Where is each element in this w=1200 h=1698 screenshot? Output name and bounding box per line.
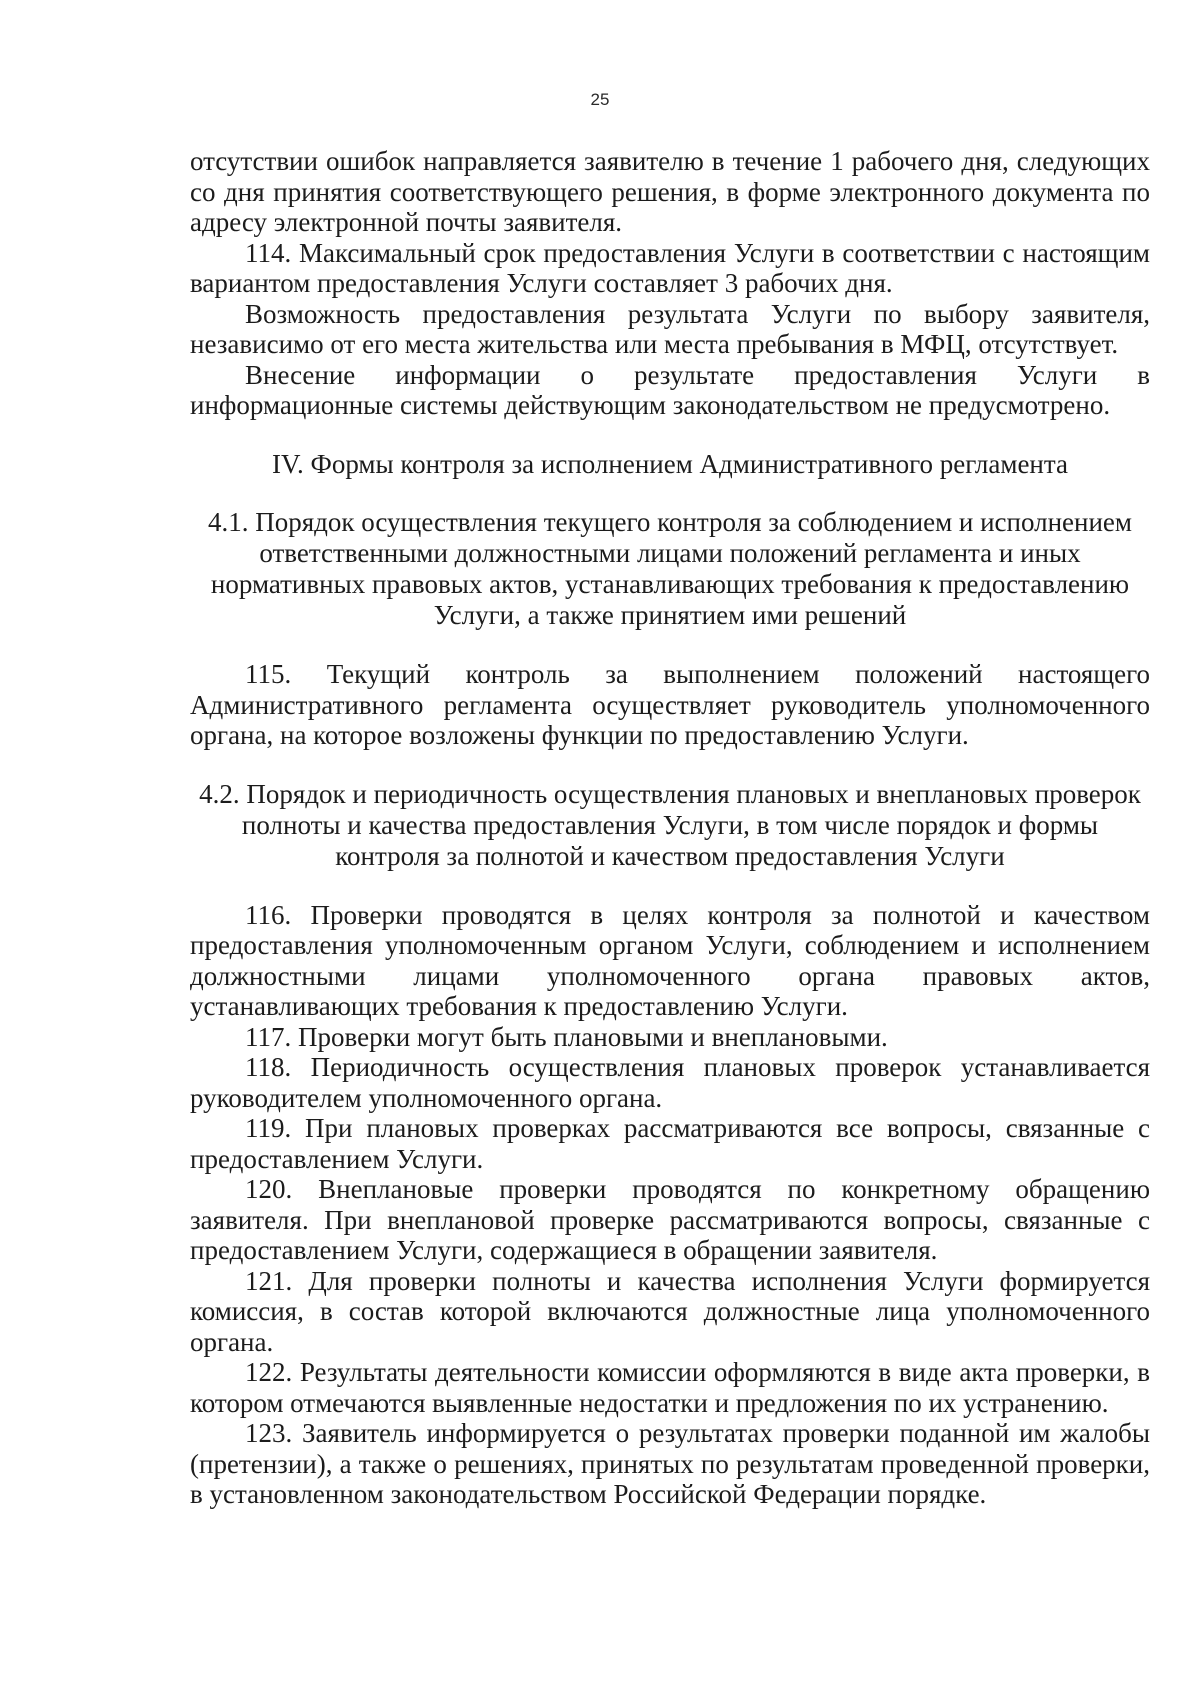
paragraph-121: 121. Для проверки полноты и качества исполнения Услуги формируется комиссия, в состав которой включаются должностные лица уполномоченного органа. xyxy=(190,1265,1150,1357)
paragraph-122: 122. Результаты деятельности комиссии оформляются в виде акта проверки, в котором отмечаются выявленные недостатки и предложения по их устранению. xyxy=(190,1357,1150,1418)
paragraph-120: 120. Внеплановые проверки проводятся по конкретному обращению заявителя. При внеплановой проверке рассматриваются вопросы, связанные с предоставлением Услуги, содержащиеся в обращении заявителя. xyxy=(190,1174,1150,1265)
spacer xyxy=(190,479,1150,507)
paragraph-117: 117. Проверки могут быть плановыми и внеплановыми. xyxy=(245,1021,888,1052)
paragraph-116: 116. Проверки проводятся в целях контроля за полнотой и качеством предоставления уполномоченным органом Услуги, соблюдением и исполнением должностными лицами уполномоченного органа правовых актов, устанавливающих требования к предоставлению Услуги. xyxy=(190,899,1150,1021)
spacer xyxy=(190,631,1150,659)
paragraph-result-possibility: Возможность предоставления результата Услуги по выбору заявителя, независимо от его места жительства или места пребывания в МФЦ, отсутствует. xyxy=(190,298,1150,359)
section-heading-iv: IV. Формы контроля за исполнением Административного регламента xyxy=(271,448,1068,479)
paragraph-123: 123. Заявитель информируется о результатах проверки поданной им жалобы (претензии), а также о решениях, принятых по результатам проведенной проверки, в установленном законодательством Российской Федерации порядке. xyxy=(190,1418,1150,1509)
spacer xyxy=(190,421,1150,449)
page-number: 25 xyxy=(590,90,610,109)
paragraph-115: 115. Текущий контроль за выполнением положений настоящего Административного регламента осуществляет руководитель уполномоченного органа, на которое возложены функции по предоставлению Услуги. xyxy=(190,659,1150,750)
paragraph-information-systems: Внесение информации о результате предоставления Услуги в информационные системы действующим законодательством не предусмотрено. xyxy=(190,359,1150,420)
spacer xyxy=(190,872,1150,900)
paragraph-119: 119. При плановых проверках рассматриваются все вопросы, связанные с предоставлением Услуги. xyxy=(190,1113,1150,1174)
subsection-heading-4-1: 4.1. Порядок осуществления текущего контроля за соблюдением и исполнением ответственными должностными лицами положений регламента и иных нормативных правовых актов, устанавливающих требования к предоставлению Услуги, а также принятием ими решений xyxy=(207,507,1133,630)
paragraph-continuation: отсутствии ошибок направляется заявителю в течение 1 рабочего дня, следующих со дня принятия соответствующего решения, в форме электронного документа по адресу электронной почты заявителя. xyxy=(190,146,1150,237)
subsection-heading-4-2: 4.2. Порядок и периодичность осуществления плановых и внеплановых проверок полноты и качества предоставления Услуги, в том числе порядок и формы контроля за полнотой и качеством предоставления Услуги xyxy=(199,778,1141,871)
paragraph-118: 118. Периодичность осуществления плановых проверок устанавливается руководителем уполномоченного органа. xyxy=(190,1052,1150,1113)
paragraph-114: 114. Максимальный срок предоставления Услуги в соответствии с настоящим вариантом предоставления Услуги составляет 3 рабочих дня. xyxy=(190,237,1150,298)
spacer xyxy=(190,751,1150,779)
document-body xyxy=(190,146,1150,1510)
